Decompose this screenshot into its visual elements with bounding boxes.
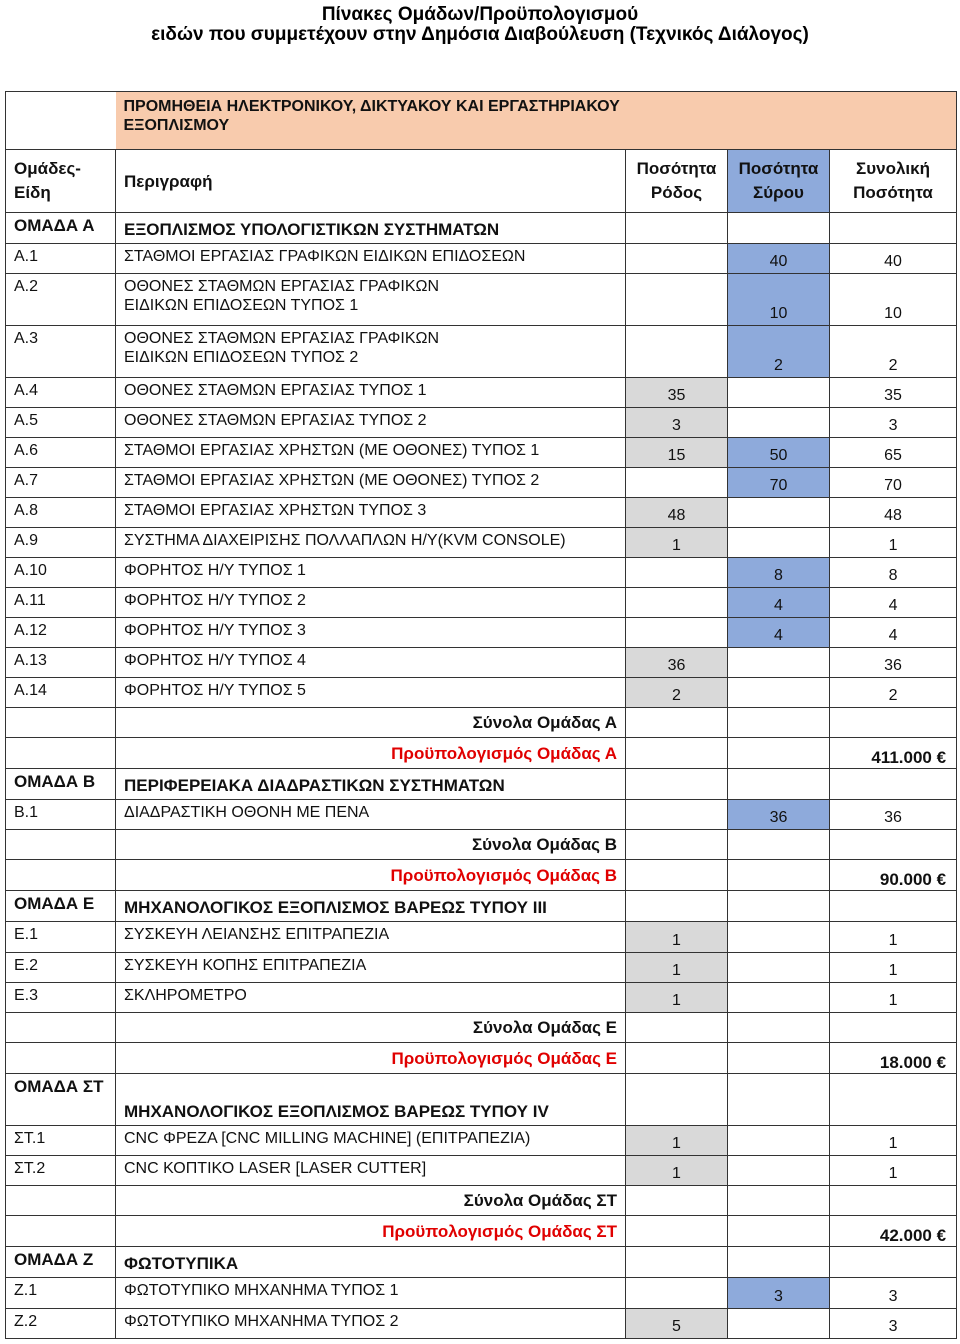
qty-total: 4 <box>830 588 957 618</box>
table-row <box>6 983 957 1013</box>
empty-cell <box>626 1186 728 1216</box>
item-description: ΣΥΣΚΕΥΗ ΛΕΙΑΝΣΗΣ ΕΠΙΤΡΑΠΕΖΙΑ <box>116 922 626 953</box>
qty-total: 1 <box>830 528 957 558</box>
qty-total: 2 <box>830 678 957 708</box>
item-code: Α.1 <box>6 244 116 274</box>
empty-cell <box>830 1186 957 1216</box>
qty-syros <box>728 1126 830 1156</box>
qty-rodos: 1 <box>626 1126 728 1156</box>
item-code: Ζ.2 <box>6 1309 116 1339</box>
group-budget-label: Προϋπολογισμός Ομάδας Α <box>116 738 626 769</box>
group-header-row <box>6 213 957 244</box>
table-row <box>6 244 957 274</box>
qty-total: 8 <box>830 558 957 588</box>
group-budget-value: 42.000 € <box>830 1216 957 1247</box>
item-code: Α.4 <box>6 378 116 408</box>
table-row <box>6 438 957 468</box>
item-description: ΦΩΤΟΤΥΠΙΚΟ ΜΗΧΑΝΗΜΑ ΤΥΠΟΣ 1 <box>116 1278 626 1309</box>
budget-table <box>5 91 957 1339</box>
table-row <box>6 648 957 678</box>
item-description: ΔΙΑΔΡΑΣΤΙΚΗ ΟΘΟΝΗ ΜΕ ΠΕΝΑ <box>116 800 626 830</box>
qty-total: 2 <box>830 326 957 378</box>
col-desc-header: Περιγραφή <box>116 150 626 213</box>
table-row <box>6 922 957 953</box>
qty-rodos <box>626 800 728 830</box>
qty-syros <box>728 498 830 528</box>
qty-syros: 4 <box>728 618 830 648</box>
item-code: Ε.3 <box>6 983 116 1013</box>
empty-cell <box>6 1013 116 1043</box>
qty-total: 1 <box>830 953 957 983</box>
empty-cell <box>626 769 728 800</box>
qty-rodos: 1 <box>626 1156 728 1186</box>
empty-cell <box>728 708 830 738</box>
qty-syros: 70 <box>728 468 830 498</box>
group-header-row <box>6 1074 957 1126</box>
table-row <box>6 378 957 408</box>
empty-cell <box>6 1186 116 1216</box>
group-budget-row <box>6 860 957 891</box>
empty-cell <box>6 1043 116 1074</box>
table-row <box>6 953 957 983</box>
qty-syros: 40 <box>728 244 830 274</box>
qty-syros: 36 <box>728 800 830 830</box>
item-code: Α.12 <box>6 618 116 648</box>
qty-syros <box>728 1156 830 1186</box>
qty-rodos <box>626 274 728 326</box>
item-code: Α.6 <box>6 438 116 468</box>
item-description: ΦΟΡΗΤΟΣ Η/Υ ΤΥΠΟΣ 4 <box>116 648 626 678</box>
item-code: Α.8 <box>6 498 116 528</box>
item-description: CNC ΚΟΠΤΙΚΟ LASER [LASER CUTTER] <box>116 1156 626 1186</box>
qty-syros <box>728 922 830 953</box>
group-totals-label: Σύνολα Ομάδας Α <box>116 708 626 738</box>
empty-cell <box>728 830 830 860</box>
item-description: ΟΘΟΝΕΣ ΣΤΑΘΜΩΝ ΕΡΓΑΣΙΑΣ ΤΥΠΟΣ 1 <box>116 378 626 408</box>
group-totals-row <box>6 708 957 738</box>
header-columns-row <box>6 150 957 213</box>
empty-cell <box>728 769 830 800</box>
qty-syros: 2 <box>728 326 830 378</box>
page-title: Πίνακες Ομάδων/Προϋπολογισμού <box>321 4 639 25</box>
empty-cell <box>626 860 728 891</box>
qty-total: 3 <box>830 1278 957 1309</box>
group-code: ΟΜΑΔΑ Ε <box>6 891 116 922</box>
qty-total: 40 <box>830 244 957 274</box>
item-description: ΣΥΣΤΗΜΑ ΔΙΑΧΕΙΡΙΣΗΣ ΠΟΛΛΑΠΛΩΝ Η/Υ(KVM CONSOLE) <box>116 528 626 558</box>
group-title: ΜΗΧΑΝΟΛΟΓΙΚΟΣ ΕΞΟΠΛΙΣΜΟΣ ΒΑΡΕΩΣ ΤΥΠΟΥ IV <box>116 1074 626 1126</box>
qty-total: 70 <box>830 468 957 498</box>
empty-cell <box>830 830 957 860</box>
qty-rodos: 2 <box>626 678 728 708</box>
empty-cell <box>6 830 116 860</box>
empty-cell <box>728 1247 830 1278</box>
item-description: ΦΟΡΗΤΟΣ Η/Υ ΤΥΠΟΣ 1 <box>116 558 626 588</box>
empty-cell <box>830 1013 957 1043</box>
group-title: ΠΕΡΙΦΕΡΕΙΑΚΑ ΔΙΑΔΡΑΣΤΙΚΩΝ ΣΥΣΤΗΜΑΤΩΝ <box>116 769 626 800</box>
empty-cell <box>626 1013 728 1043</box>
col-total-header: Συνολική Ποσότητα <box>830 150 957 213</box>
item-code: Α.3 <box>6 326 116 378</box>
empty-cell <box>626 1043 728 1074</box>
qty-syros <box>728 528 830 558</box>
item-description: ΣΚΛΗΡΟΜΕΤΡΟ <box>116 983 626 1013</box>
qty-total: 65 <box>830 438 957 468</box>
qty-syros <box>728 983 830 1013</box>
group-budget-row <box>6 1043 957 1074</box>
group-title: ΕΞΟΠΛΙΣΜΟΣ ΥΠΟΛΟΓΙΣΤΙΚΩΝ ΣΥΣΤΗΜΑΤΩΝ <box>116 213 626 244</box>
item-code: Ε.1 <box>6 922 116 953</box>
empty-cell <box>728 860 830 891</box>
table-row <box>6 1309 957 1339</box>
empty-cell <box>626 1247 728 1278</box>
table-row <box>6 498 957 528</box>
table-row <box>6 588 957 618</box>
group-code: ΟΜΑΔΑ ΣΤ <box>6 1074 116 1126</box>
empty-cell <box>626 213 728 244</box>
group-budget-row <box>6 1216 957 1247</box>
group-totals-row <box>6 1186 957 1216</box>
qty-total: 1 <box>830 983 957 1013</box>
qty-rodos <box>626 588 728 618</box>
item-description: ΦΟΡΗΤΟΣ Η/Υ ΤΥΠΟΣ 2 <box>116 588 626 618</box>
table-row <box>6 800 957 830</box>
table-row <box>6 1278 957 1309</box>
qty-rodos <box>626 468 728 498</box>
item-code: Ζ.1 <box>6 1278 116 1309</box>
qty-syros <box>728 408 830 438</box>
qty-rodos <box>626 618 728 648</box>
item-code: Α.5 <box>6 408 116 438</box>
group-code: ΟΜΑΔΑ Ζ <box>6 1247 116 1278</box>
qty-total: 36 <box>830 648 957 678</box>
qty-syros: 50 <box>728 438 830 468</box>
empty-cell <box>6 738 116 769</box>
page-subtitle: ειδών που συμμετέχουν στην Δημόσια Διαβούλευση (Τεχνικός Διάλογος) <box>151 24 809 45</box>
empty-cell <box>728 891 830 922</box>
qty-rodos: 36 <box>626 648 728 678</box>
item-code: Α.7 <box>6 468 116 498</box>
item-description: ΟΘΟΝΕΣ ΣΤΑΘΜΩΝ ΕΡΓΑΣΙΑΣ ΓΡΑΦΙΚΩΝ ΕΙΔΙΚΩΝ ΕΠΙΔΟΣΕΩΝ ΤΥΠΟΣ 2 <box>116 326 626 378</box>
item-code: Ε.2 <box>6 953 116 983</box>
col-group-header: Ομάδες-Είδη <box>6 150 116 213</box>
qty-total: 1 <box>830 1156 957 1186</box>
group-title: ΜΗΧΑΝΟΛΟΓΙΚΟΣ ΕΞΟΠΛΙΣΜΟΣ ΒΑΡΕΩΣ ΤΥΠΟΥ ΙΙΙ <box>116 891 626 922</box>
empty-cell <box>728 1013 830 1043</box>
table-row <box>6 1126 957 1156</box>
qty-rodos: 5 <box>626 1309 728 1339</box>
qty-syros: 8 <box>728 558 830 588</box>
qty-total: 48 <box>830 498 957 528</box>
empty-cell <box>728 213 830 244</box>
group-header-row <box>6 769 957 800</box>
group-totals-label: Σύνολα Ομάδας ΣΤ <box>116 1186 626 1216</box>
group-budget-label: Προϋπολογισμός Ομάδας Ε <box>116 1043 626 1074</box>
empty-cell <box>830 1074 957 1126</box>
empty-cell <box>728 1186 830 1216</box>
item-description: ΣΤΑΘΜΟΙ ΕΡΓΑΣΙΑΣ ΧΡΗΣΤΩΝ (ΜΕ ΟΘΟΝΕΣ) ΤΥΠΟΣ 2 <box>116 468 626 498</box>
empty-cell <box>626 738 728 769</box>
empty-cell <box>728 1043 830 1074</box>
qty-syros: 10 <box>728 274 830 326</box>
group-totals-row <box>6 830 957 860</box>
empty-cell <box>830 213 957 244</box>
qty-rodos <box>626 1278 728 1309</box>
qty-total: 1 <box>830 922 957 953</box>
item-description: ΦΟΡΗΤΟΣ Η/Υ ΤΥΠΟΣ 3 <box>116 618 626 648</box>
group-header-row <box>6 1247 957 1278</box>
empty-cell <box>830 769 957 800</box>
item-code: ΣΤ.1 <box>6 1126 116 1156</box>
qty-rodos: 3 <box>626 408 728 438</box>
table-row <box>6 558 957 588</box>
qty-syros <box>728 1309 830 1339</box>
item-code: Α.13 <box>6 648 116 678</box>
empty-cell <box>6 708 116 738</box>
table-row <box>6 408 957 438</box>
item-code: Α.2 <box>6 274 116 326</box>
empty-cell <box>6 860 116 891</box>
empty-cell <box>626 891 728 922</box>
item-description: ΦΩΤΟΤΥΠΙΚΟ ΜΗΧΑΝΗΜΑ ΤΥΠΟΣ 2 <box>116 1309 626 1339</box>
qty-syros: 3 <box>728 1278 830 1309</box>
table-row <box>6 468 957 498</box>
qty-syros <box>728 953 830 983</box>
item-code: Α.11 <box>6 588 116 618</box>
table-row <box>6 528 957 558</box>
empty-cell <box>626 1216 728 1247</box>
group-budget-value: 18.000 € <box>830 1043 957 1074</box>
table-row <box>6 1156 957 1186</box>
header-banner-row <box>6 92 957 150</box>
qty-syros <box>728 678 830 708</box>
group-budget-value: 411.000 € <box>830 738 957 769</box>
empty-cell <box>728 1074 830 1126</box>
empty-cell <box>728 738 830 769</box>
group-budget-row <box>6 738 957 769</box>
empty-cell <box>830 891 957 922</box>
group-budget-label: Προϋπολογισμός Ομάδας ΣΤ <box>116 1216 626 1247</box>
table-row <box>6 326 957 378</box>
qty-rodos <box>626 558 728 588</box>
item-code: ΣΤ.2 <box>6 1156 116 1186</box>
item-description: ΣΤΑΘΜΟΙ ΕΡΓΑΣΙΑΣ ΓΡΑΦΙΚΩΝ ΕΙΔΙΚΩΝ ΕΠΙΔΟΣΕΩΝ <box>116 244 626 274</box>
item-description: ΣΤΑΘΜΟΙ ΕΡΓΑΣΙΑΣ ΧΡΗΣΤΩΝ ΤΥΠΟΣ 3 <box>116 498 626 528</box>
qty-rodos <box>626 326 728 378</box>
empty-cell <box>830 708 957 738</box>
qty-total: 10 <box>830 274 957 326</box>
table-row <box>6 618 957 648</box>
qty-rodos: 15 <box>626 438 728 468</box>
group-totals-label: Σύνολα Ομάδας Ε <box>116 1013 626 1043</box>
table-row <box>6 678 957 708</box>
item-description: ΣΥΣΚΕΥΗ ΚΟΠΗΣ ΕΠΙΤΡΑΠΕΖΙΑ <box>116 953 626 983</box>
empty-cell <box>6 1216 116 1247</box>
group-budget-label: Προϋπολογισμός Ομάδας Β <box>116 860 626 891</box>
group-code: ΟΜΑΔΑ Β <box>6 769 116 800</box>
table-row <box>6 274 957 326</box>
qty-total: 1 <box>830 1126 957 1156</box>
item-code: Α.9 <box>6 528 116 558</box>
qty-rodos: 1 <box>626 983 728 1013</box>
item-description: ΟΘΟΝΕΣ ΣΤΑΘΜΩΝ ΕΡΓΑΣΙΑΣ ΓΡΑΦΙΚΩΝ ΕΙΔΙΚΩΝ ΕΠΙΔΟΣΕΩΝ ΤΥΠΟΣ 1 <box>116 274 626 326</box>
item-description: ΟΘΟΝΕΣ ΣΤΑΘΜΩΝ ΕΡΓΑΣΙΑΣ ΤΥΠΟΣ 2 <box>116 408 626 438</box>
item-code: Α.10 <box>6 558 116 588</box>
item-code: Β.1 <box>6 800 116 830</box>
item-code: Α.14 <box>6 678 116 708</box>
qty-rodos: 1 <box>626 953 728 983</box>
qty-syros <box>728 648 830 678</box>
col-rodos-header: Ποσότητα Ρόδος <box>626 150 728 213</box>
item-description: ΣΤΑΘΜΟΙ ΕΡΓΑΣΙΑΣ ΧΡΗΣΤΩΝ (ΜΕ ΟΘΟΝΕΣ) ΤΥΠΟΣ 1 <box>116 438 626 468</box>
group-budget-value: 90.000 € <box>830 860 957 891</box>
group-title: ΦΩΤΟΤΥΠΙΚΑ <box>116 1247 626 1278</box>
empty-cell <box>626 708 728 738</box>
group-header-row <box>6 891 957 922</box>
qty-rodos: 1 <box>626 528 728 558</box>
item-description: CNC ΦΡΕΖΑ [CNC MILLING MACHINE] (ΕΠΙΤΡΑΠΕΖΙΑ) <box>116 1126 626 1156</box>
empty-cell <box>728 1216 830 1247</box>
item-description: ΦΟΡΗΤΟΣ Η/Υ ΤΥΠΟΣ 5 <box>116 678 626 708</box>
header-empty-cell <box>6 92 116 150</box>
qty-rodos: 48 <box>626 498 728 528</box>
group-code: ΟΜΑΔΑ Α <box>6 213 116 244</box>
qty-total: 3 <box>830 408 957 438</box>
header-banner: ΠΡΟΜΗΘΕΙΑ ΗΛΕΚΤΡΟΝΙΚΟΥ, ΔΙΚΤΥΑΚΟΥ ΚΑΙ ΕΡΓΑΣΤΗΡΙΑΚΟΥ ΕΞΟΠΛΙΣΜΟΥ <box>116 92 957 150</box>
qty-syros <box>728 378 830 408</box>
qty-rodos <box>626 244 728 274</box>
qty-total: 36 <box>830 800 957 830</box>
empty-cell <box>626 1074 728 1126</box>
qty-rodos: 1 <box>626 922 728 953</box>
qty-total: 35 <box>830 378 957 408</box>
qty-total: 4 <box>830 618 957 648</box>
col-syros-header: Ποσότητα Σύρου <box>728 150 830 213</box>
qty-total: 3 <box>830 1309 957 1339</box>
group-totals-row <box>6 1013 957 1043</box>
qty-syros: 4 <box>728 588 830 618</box>
empty-cell <box>830 1247 957 1278</box>
qty-rodos: 35 <box>626 378 728 408</box>
empty-cell <box>626 830 728 860</box>
group-totals-label: Σύνολα Ομάδας Β <box>116 830 626 860</box>
